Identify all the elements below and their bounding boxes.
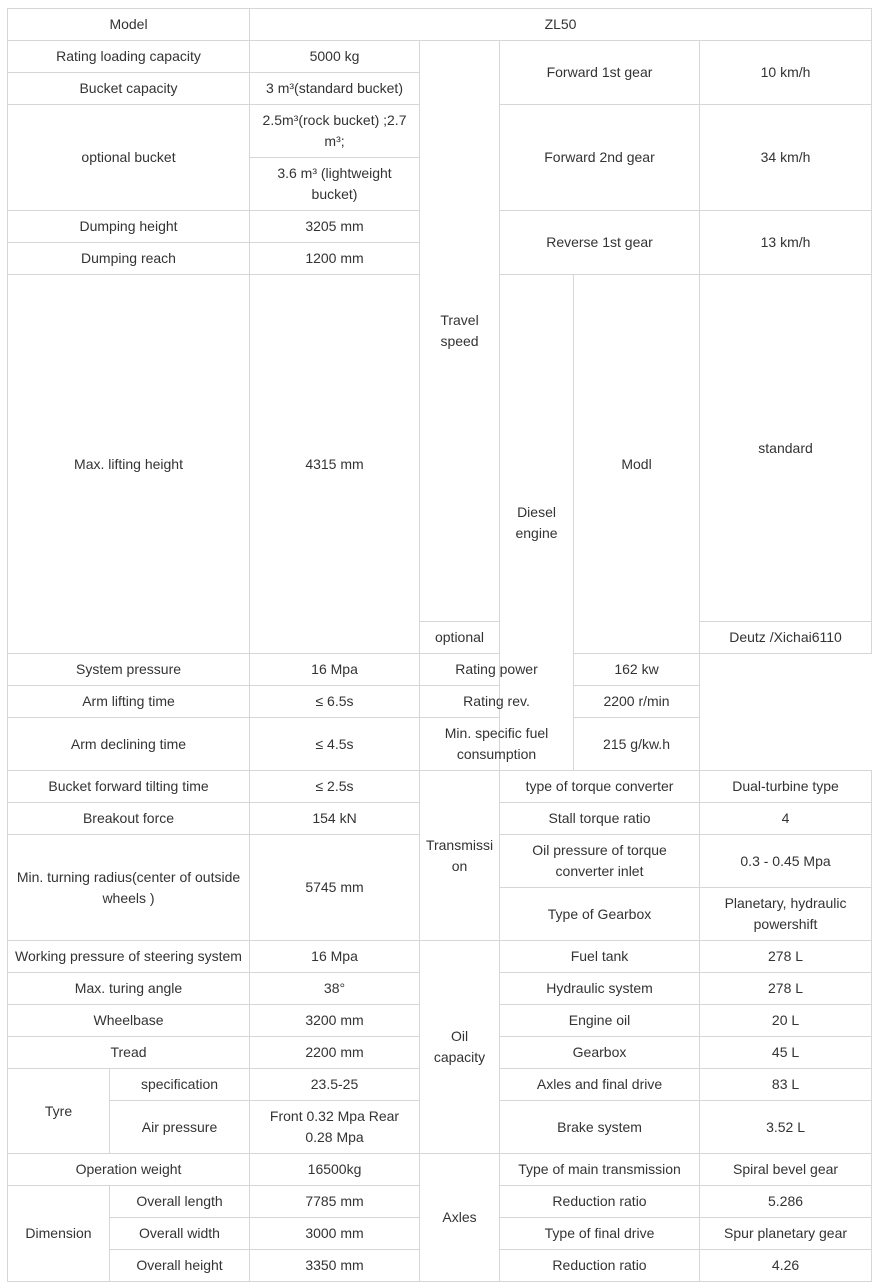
engine-optional-value: Deutz /Xichai6110 (700, 622, 872, 654)
max-lifting-height-label: Max. lifting height (8, 275, 250, 654)
max-turning-angle-label: Max. turing angle (8, 973, 250, 1005)
axles-group-label: Axles (420, 1154, 500, 1282)
rating-loading-capacity-value: 5000 kg (250, 41, 420, 73)
arm-lifting-time-label: Arm lifting time (8, 686, 250, 718)
dumping-reach-label: Dumping reach (8, 243, 250, 275)
operation-weight-value: 16500kg (250, 1154, 420, 1186)
brake-system-oil-value: 3.52 L (700, 1101, 872, 1154)
rating-power-label: Rating power (420, 654, 574, 686)
main-reduction-ratio-value: 5.286 (700, 1186, 872, 1218)
reverse-1st-gear-value: 13 km/h (700, 211, 872, 275)
system-pressure-value: 16 Mpa (250, 654, 420, 686)
engine-oil-label: Engine oil (500, 1005, 700, 1037)
optional-bucket-value-1: 2.5m³(rock bucket) ;2.7 m³; (250, 105, 420, 158)
spec-table-container (7, 8, 871, 1282)
optional-bucket-label: optional bucket (8, 105, 250, 211)
tread-label: Tread (8, 1037, 250, 1069)
travel-speed-group-label: Travel speed (420, 41, 500, 622)
overall-width-label: Overall width (110, 1218, 250, 1250)
dimension-label: Dimension (8, 1186, 110, 1282)
steering-pressure-label: Working pressure of steering system (8, 941, 250, 973)
forward-1st-gear-label: Forward 1st gear (500, 41, 700, 105)
bucket-capacity-value: 3 m³(standard bucket) (250, 73, 420, 105)
fuel-tank-value: 278 L (700, 941, 872, 973)
model-label: Model (8, 9, 250, 41)
overall-height-value: 3350 mm (250, 1250, 420, 1282)
stall-torque-ratio-label: Stall torque ratio (500, 803, 700, 835)
main-reduction-ratio-label: Reduction ratio (500, 1186, 700, 1218)
bucket-forward-tilting-time-label: Bucket forward tilting time (8, 771, 250, 803)
overall-height-label: Overall height (110, 1250, 250, 1282)
tread-value: 2200 mm (250, 1037, 420, 1069)
axles-final-drive-oil-value: 83 L (700, 1069, 872, 1101)
optional-bucket-value-2: 3.6 m³ (lightweight bucket) (250, 158, 420, 211)
bucket-capacity-label: Bucket capacity (8, 73, 250, 105)
axles-final-drive-oil-label: Axles and final drive (500, 1069, 700, 1101)
tyre-air-pressure-value: Front 0.32 Mpa Rear 0.28 Mpa (250, 1101, 420, 1154)
operation-weight-label: Operation weight (8, 1154, 250, 1186)
arm-lifting-time-value: ≤ 6.5s (250, 686, 420, 718)
tyre-specification-label: specification (110, 1069, 250, 1101)
overall-length-value: 7785 mm (250, 1186, 420, 1218)
min-turning-radius-value: 5745 mm (250, 835, 420, 941)
fuel-consumption-label: Min. specific fuel consumption (420, 718, 574, 771)
tyre-air-pressure-label: Air pressure (110, 1101, 250, 1154)
main-transmission-type-label: Type of main transmission (500, 1154, 700, 1186)
system-pressure-label: System pressure (8, 654, 250, 686)
spec-table (7, 8, 872, 1282)
tyre-label: Tyre (8, 1069, 110, 1154)
engine-optional-label: optional (420, 622, 500, 654)
reverse-1st-gear-label: Reverse 1st gear (500, 211, 700, 275)
arm-declining-time-label: Arm declining time (8, 718, 250, 771)
final-drive-type-label: Type of final drive (500, 1218, 700, 1250)
torque-converter-oil-pressure-value: 0.3 - 0.45 Mpa (700, 835, 872, 888)
wheelbase-value: 3200 mm (250, 1005, 420, 1037)
gearbox-type-value: Planetary, hydraulic powershift (700, 888, 872, 941)
bucket-forward-tilting-time-value: ≤ 2.5s (250, 771, 420, 803)
fuel-consumption-value: 215 g/kw.h (574, 718, 700, 771)
diesel-engine-group-label: Diesel engine (500, 275, 574, 771)
engine-standard-label: standard (700, 275, 872, 622)
wheelbase-label: Wheelbase (8, 1005, 250, 1037)
main-transmission-type-value: Spiral bevel gear (700, 1154, 872, 1186)
hydraulic-system-label: Hydraulic system (500, 973, 700, 1005)
steering-pressure-value: 16 Mpa (250, 941, 420, 973)
engine-oil-value: 20 L (700, 1005, 872, 1037)
arm-declining-time-value: ≤ 4.5s (250, 718, 420, 771)
breakout-force-value: 154 kN (250, 803, 420, 835)
forward-2nd-gear-value: 34 km/h (700, 105, 872, 211)
gearbox-oil-label: Gearbox (500, 1037, 700, 1069)
final-drive-type-value: Spur planetary gear (700, 1218, 872, 1250)
dumping-height-label: Dumping height (8, 211, 250, 243)
oil-capacity-group-label: Oil capacity (420, 941, 500, 1154)
forward-1st-gear-value: 10 km/h (700, 41, 872, 105)
rating-power-value: 162 kw (574, 654, 700, 686)
hydraulic-system-value: 278 L (700, 973, 872, 1005)
brake-system-oil-label: Brake system (500, 1101, 700, 1154)
torque-converter-oil-pressure-label: Oil pressure of torque converter inlet (500, 835, 700, 888)
overall-length-label: Overall length (110, 1186, 250, 1218)
final-reduction-ratio-label: Reduction ratio (500, 1250, 700, 1282)
overall-width-value: 3000 mm (250, 1218, 420, 1250)
transmission-group-label: Transmission (420, 771, 500, 941)
forward-2nd-gear-label: Forward 2nd gear (500, 105, 700, 211)
torque-converter-type-value: Dual-turbine type (700, 771, 872, 803)
breakout-force-label: Breakout force (8, 803, 250, 835)
min-turning-radius-label: Min. turning radius(center of outside wheels ) (8, 835, 250, 941)
stall-torque-ratio-value: 4 (700, 803, 872, 835)
model-value: ZL50 (250, 9, 872, 41)
tyre-specification-value: 23.5-25 (250, 1069, 420, 1101)
dumping-height-value: 3205 mm (250, 211, 420, 243)
fuel-tank-label: Fuel tank (500, 941, 700, 973)
rating-rev-label: Rating rev. (420, 686, 574, 718)
gearbox-oil-value: 45 L (700, 1037, 872, 1069)
rating-loading-capacity-label: Rating loading capacity (8, 41, 250, 73)
gearbox-type-label: Type of Gearbox (500, 888, 700, 941)
final-reduction-ratio-value: 4.26 (700, 1250, 872, 1282)
dumping-reach-value: 1200 mm (250, 243, 420, 275)
engine-model-label: Modl (574, 275, 700, 654)
torque-converter-type-label: type of torque converter (500, 771, 700, 803)
max-lifting-height-value: 4315 mm (250, 275, 420, 654)
max-turning-angle-value: 38° (250, 973, 420, 1005)
rating-rev-value: 2200 r/min (574, 686, 700, 718)
